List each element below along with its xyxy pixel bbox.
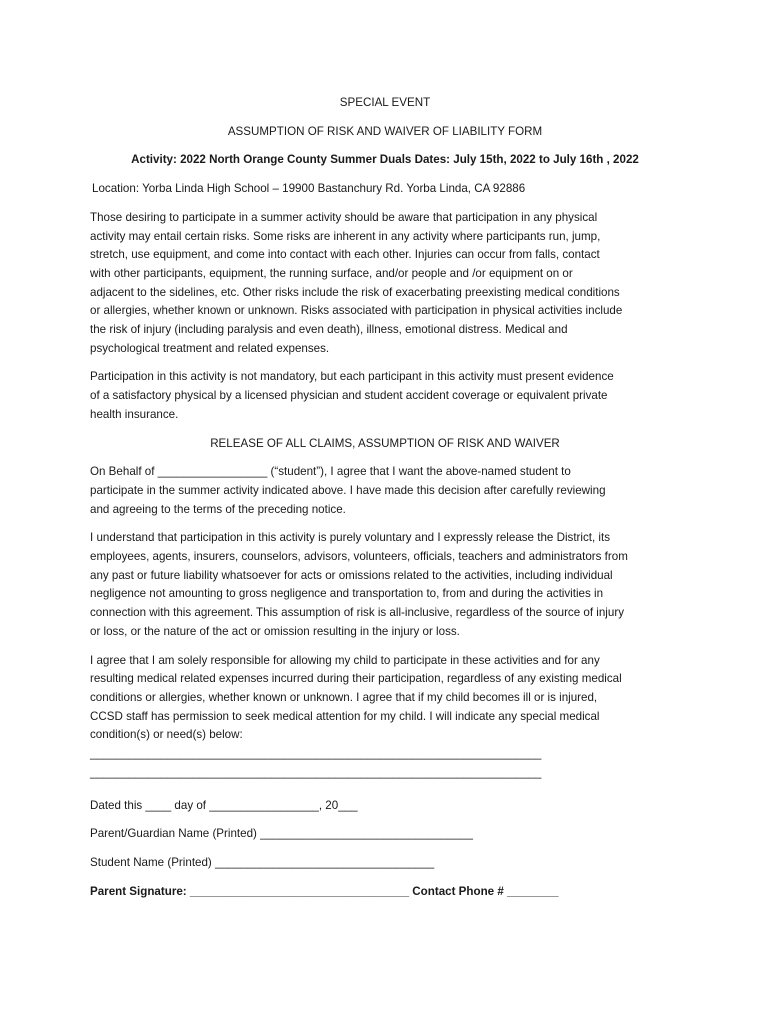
participation-paragraph bbox=[90, 368, 680, 424]
form-header bbox=[90, 94, 680, 141]
release-heading: RELEASE OF ALL CLAIMS, ASSUMPTION OF RISK AND WAIVER bbox=[210, 436, 560, 450]
text-line: adjacent to the sidelines, etc. Other risks include the risk of exacerbating preexisting medical conditions bbox=[90, 285, 620, 299]
text-line: I agree that I am solely responsible for allowing my child to participate in these activities and for any bbox=[90, 653, 600, 667]
text-line: with other participants, equipment, the running surface, and/or people and /or equipment on or bbox=[90, 266, 573, 280]
release-paragraph bbox=[90, 529, 680, 641]
text-line: any past or future liability whatsoever for acts or omissions related to the activities, including individual bbox=[90, 568, 613, 582]
text-line: stretch, use equipment, and come into contact with each other. Injuries can occur from falls, contact bbox=[90, 248, 600, 262]
form-type-title: SPECIAL EVENT bbox=[339, 96, 431, 109]
text-line: activity may entail certain risks. Some risks are inherent in any activity where participants run, jump, bbox=[90, 229, 601, 243]
student-name-field[interactable]: Student Name (Printed) __________________________________ bbox=[90, 855, 435, 869]
text-line: negligence not amounting to gross negligence and transportation to, from and during the activities in bbox=[90, 587, 604, 601]
waiver-form-page bbox=[90, 94, 680, 911]
medical-conditions-line[interactable]: ______________________________________________________________________ bbox=[90, 747, 542, 761]
dated-field[interactable]: Dated this ____ day of _________________, 20___ bbox=[90, 798, 358, 812]
medical-conditions-lines[interactable] bbox=[90, 745, 680, 782]
text-line: and agreeing to the terms of the preceding notice. bbox=[90, 502, 346, 516]
text-line: Participation in this activity is not mandatory, but each participant in this activity must present evidence bbox=[90, 370, 614, 384]
text-line: condition(s) or need(s) below: bbox=[90, 728, 243, 742]
text-line: employees, agents, insurers, counselors, advisors, volunteers, officials, teachers and administrators from bbox=[90, 550, 628, 564]
text-line: connection with this agreement. This assumption of risk is all-inclusive, regardless of the source of injury bbox=[90, 606, 624, 620]
form-title: ASSUMPTION OF RISK AND WAIVER OF LIABILITY FORM bbox=[227, 124, 543, 138]
text-line: I understand that participation in this activity is purely voluntary and I expressly release the District, its bbox=[90, 531, 611, 545]
text-line: of a satisfactory physical by a licensed physician and student accident coverage or equivalent private bbox=[90, 389, 608, 403]
signature-phone-field[interactable]: Parent Signature: __________________________________ Contact Phone # ________ bbox=[90, 884, 559, 898]
text-line: psychological treatment and related expenses. bbox=[90, 341, 330, 355]
text-line: resulting medical related expenses incurred during their participation, regardless of any existing medical bbox=[90, 672, 622, 686]
activity-line: Activity: 2022 North Orange County Summer Duals Dates: July 15th, 2022 to July 16th , 2022 bbox=[131, 153, 639, 167]
parent-name-field[interactable]: Parent/Guardian Name (Printed) _________________________________ bbox=[90, 827, 473, 841]
text-line: Those desiring to participate in a summer activity should be aware that participation in any physical bbox=[90, 210, 598, 224]
location-line: Location: Yorba Linda High School – 19900 Bastanchury Rd. Yorba Linda, CA 92886 bbox=[92, 182, 526, 196]
medical-conditions-line[interactable]: ______________________________________________________________________ bbox=[90, 765, 542, 779]
text-line: conditions or allergies, whether known or unknown. I agree that if my child becomes ill or is injured, bbox=[90, 690, 598, 704]
text-line: the risk of injury (including paralysis and even death), illness, emotional distress. Medical and bbox=[90, 323, 568, 337]
behalf-paragraph bbox=[90, 463, 680, 519]
text-line: participate in the summer activity indicated above. I have made this decision after carefully reviewing bbox=[90, 483, 606, 497]
text-line: health insurance. bbox=[90, 407, 179, 421]
text-line: On Behalf of _________________ (“student”), I agree that I want the above-named student to bbox=[90, 465, 571, 479]
responsibility-paragraph bbox=[90, 652, 680, 746]
text-line: or loss, or the nature of the act or omission resulting in the injury or loss. bbox=[90, 624, 460, 638]
text-line: or allergies, whether known or unknown. Risks associated with participation in physical activities include bbox=[90, 304, 623, 318]
text-line: CCSD staff has permission to seek medical attention for my child. I will indicate any special medical bbox=[90, 709, 600, 723]
risk-paragraph bbox=[90, 209, 680, 359]
